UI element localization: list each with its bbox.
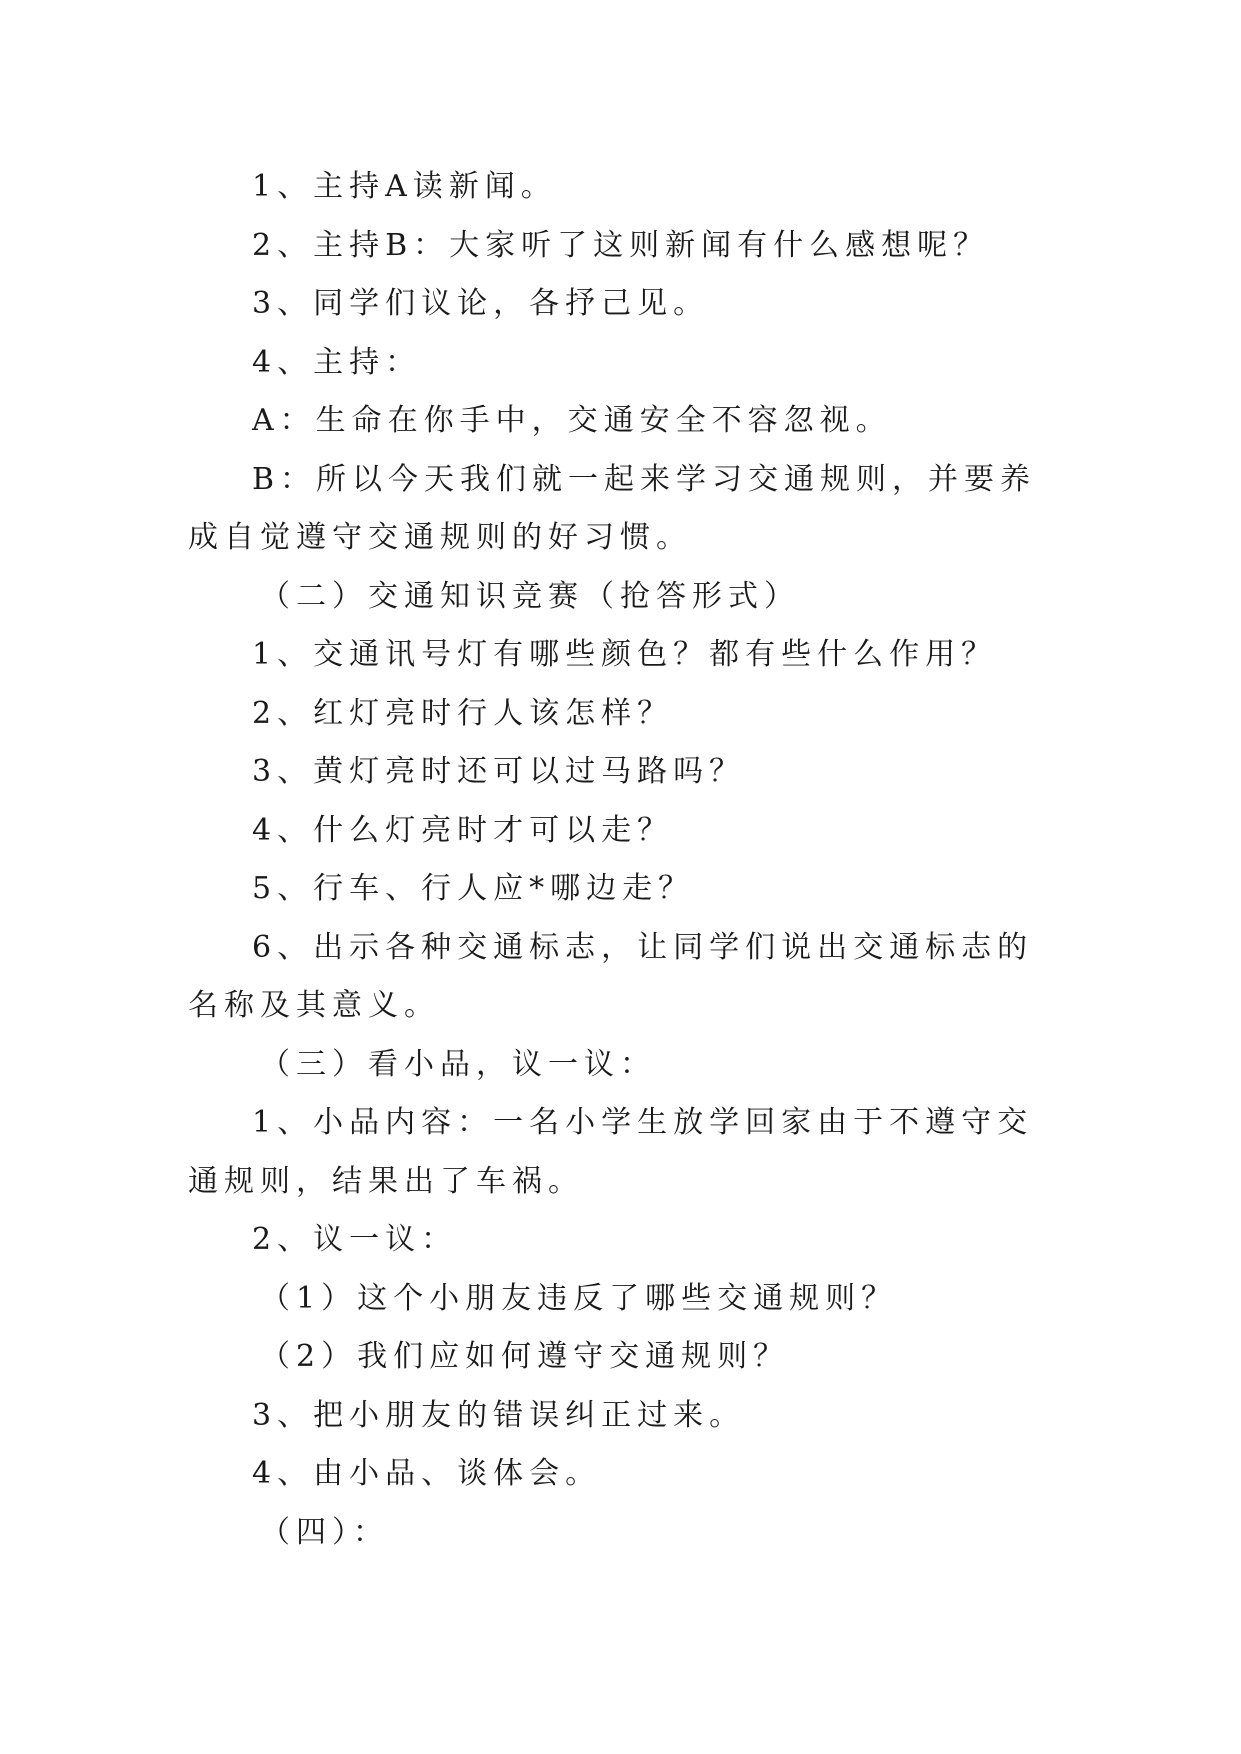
paragraph: 3、把小朋友的错误纠正过来。: [252, 1397, 746, 1433]
section-heading: （二）交通知识竞赛（抢答形式）: [260, 578, 800, 614]
paragraph: 5、行车、行人应*哪边走？: [252, 871, 695, 906]
paragraph: 6、出示各种交通标志，让同学们说出交通标志的名称及其意义。: [188, 929, 1034, 1023]
paragraph: 2、议一议：: [252, 1222, 458, 1257]
paragraph: 2、主持B：大家听了这则新闻有什么感想呢？: [252, 227, 990, 263]
paragraph: 4、由小品、谈体会。: [252, 1456, 602, 1491]
paragraph: A：生命在你手中，交通安全不容忽视。: [252, 403, 892, 438]
paragraph: 4、什么灯亮时才可以走？: [252, 812, 674, 848]
paragraph: 3、同学们议论，各抒己见。: [252, 286, 710, 321]
paragraph: 1、交通讯号灯有哪些颜色？都有些什么作用？: [252, 637, 998, 672]
paragraph: （2）我们应如何遵守交通规则？: [260, 1339, 790, 1374]
paragraph: 1、主持A读新闻。: [252, 169, 557, 204]
paragraph: 3、黄灯亮时还可以过马路吗？: [252, 754, 746, 789]
paragraph: 1、小品内容：一名小学生放学回家由于不遵守交通规则，结果出了车祸。: [188, 1105, 1034, 1199]
section-heading: （三）看小品，议一议：: [260, 1046, 656, 1082]
paragraph: 2、红灯亮时行人该怎样？: [252, 695, 674, 731]
section-heading: （四）：: [260, 1514, 389, 1550]
paragraph: （1）这个小朋友违反了哪些交通规则？: [260, 1280, 898, 1316]
document-body: [188, 158, 1060, 1562]
paragraph: 4、主持：: [252, 344, 422, 380]
paragraph: B：所以今天我们就一起来学习交通规则，并要养成自觉遵守交通规则的好习惯。: [188, 461, 1037, 555]
